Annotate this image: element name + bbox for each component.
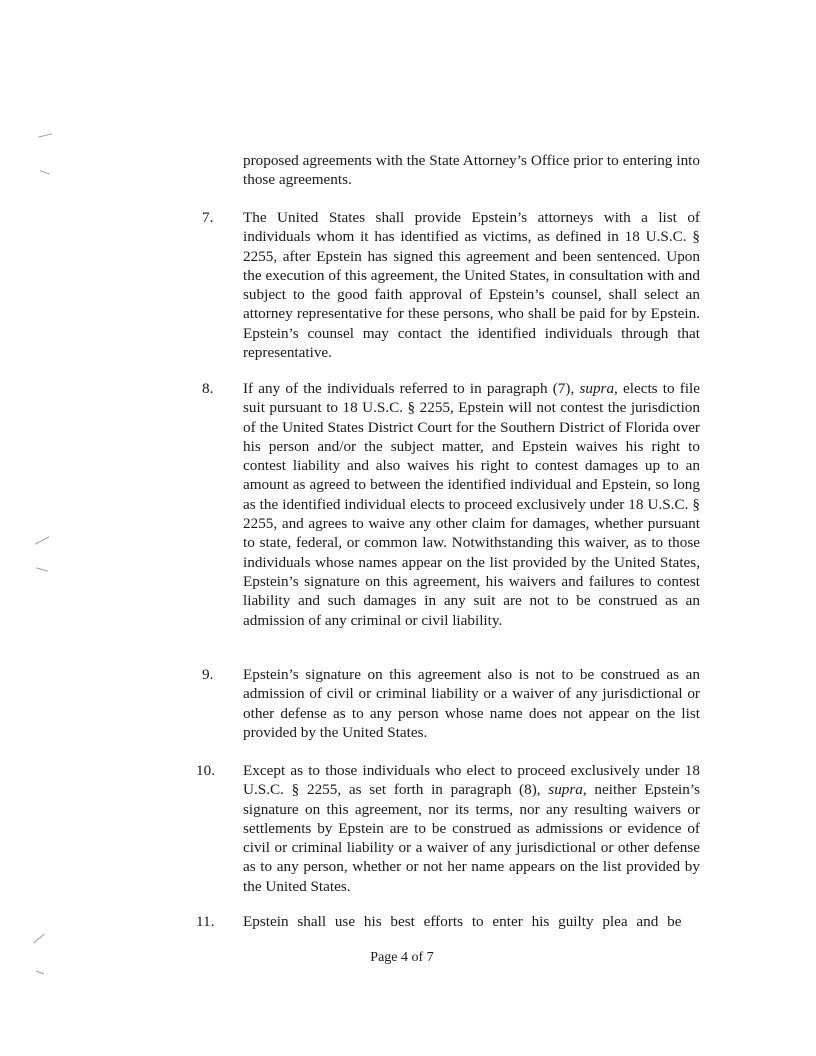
paragraph-7 bbox=[243, 208, 700, 362]
paragraph-9 bbox=[243, 665, 700, 742]
continuation-paragraph bbox=[243, 151, 700, 190]
paragraph-number-7: 7. bbox=[202, 209, 214, 226]
paragraph-number-10: 10. bbox=[196, 762, 215, 779]
supra-citation: supra bbox=[579, 380, 615, 397]
paragraph-8-text bbox=[243, 379, 700, 630]
paragraph-9-text: Epstein’s signature on this agreement also is not to be construed as an admission of civil or criminal liability or a waiver of any jurisdictional or other defense as to any person whose name does not appear on the list provided by the United States. bbox=[243, 666, 700, 741]
paragraph-10-segment: , neither Epstein’s signature on this agreement, nor its terms, nor any resulting waivers or settlements by Epstein are to be construed as admissions or evidence of civil or criminal liability or a waiver of any jurisdictional or other defense as to any person, whether or not her name appears on the list provided by the United States. bbox=[243, 781, 700, 895]
paragraph-10 bbox=[243, 761, 700, 896]
paragraph-7-text: The United States shall provide Epstein’s attorneys with a list of individuals whom it has identified as victims, as defined in 18 U.S.C. § 2255, after Epstein has signed this agreement and been sentenced. Upon the execution of this agreement, the United States, in consultation with and subject to the good faith approval of Epstein’s counsel, shall select an attorney representative for these persons, who shall be paid for by Epstein. Epstein’s counsel may contact the identified individuals through that representative. bbox=[243, 209, 700, 362]
supra-citation: supra bbox=[548, 781, 583, 799]
continuation-text: proposed agreements with the State Attorney’s Office prior to entering into those agreements. bbox=[243, 152, 700, 189]
paragraph-8 bbox=[243, 379, 700, 630]
paragraph-number-11: 11. bbox=[196, 913, 215, 930]
paragraph-8-segment: , elects to file suit pursuant to 18 U.S.C. § 2255, Epstein will not contest the jurisdiction of the United States District Court for the Southern District of Florida over his person and/or the subject matter, and Epstein waives his right to contest liability and also waives his right to contest damages up to an amount as agreed to between the identified individual and Epstein, so long as the identified individual elects to proceed exclusively under 18 U.S.C. § 2255, and agrees to waive any other claim for damages, whether pursuant to state, federal, or common law. Notwithstanding this waiver, as to those individuals whose names appear on the list provided by the United States, Epstein’s signature on this agreement, his waivers and failures to contest liability and such damages in any suit are not to be construed as an admission of any criminal or civil liability. bbox=[243, 380, 701, 629]
scan-mark bbox=[35, 536, 50, 544]
paragraph-number-8: 8. bbox=[202, 380, 214, 397]
paragraph-11-text: Epstein shall use his best efforts to enter his guilty plea and be bbox=[243, 913, 682, 930]
paragraph-8-segment: If any of the individuals referred to in paragraph (7), bbox=[243, 380, 580, 397]
paragraph-number-9: 9. bbox=[202, 666, 214, 683]
scan-mark bbox=[40, 170, 50, 174]
paragraph-11 bbox=[243, 912, 700, 931]
page-footer bbox=[0, 950, 816, 966]
scan-mark bbox=[36, 971, 44, 975]
scan-mark bbox=[36, 567, 48, 571]
paragraph-10-segment: Except as to those individuals who elect to proceed exclusively under 18 U.S.C. § 2255, as set forth in paragraph (8), bbox=[243, 762, 700, 799]
scan-mark bbox=[33, 934, 44, 944]
page-number: Page 4 of 7 bbox=[370, 950, 434, 965]
paragraph-10-text bbox=[243, 761, 700, 896]
scan-mark bbox=[38, 133, 52, 137]
